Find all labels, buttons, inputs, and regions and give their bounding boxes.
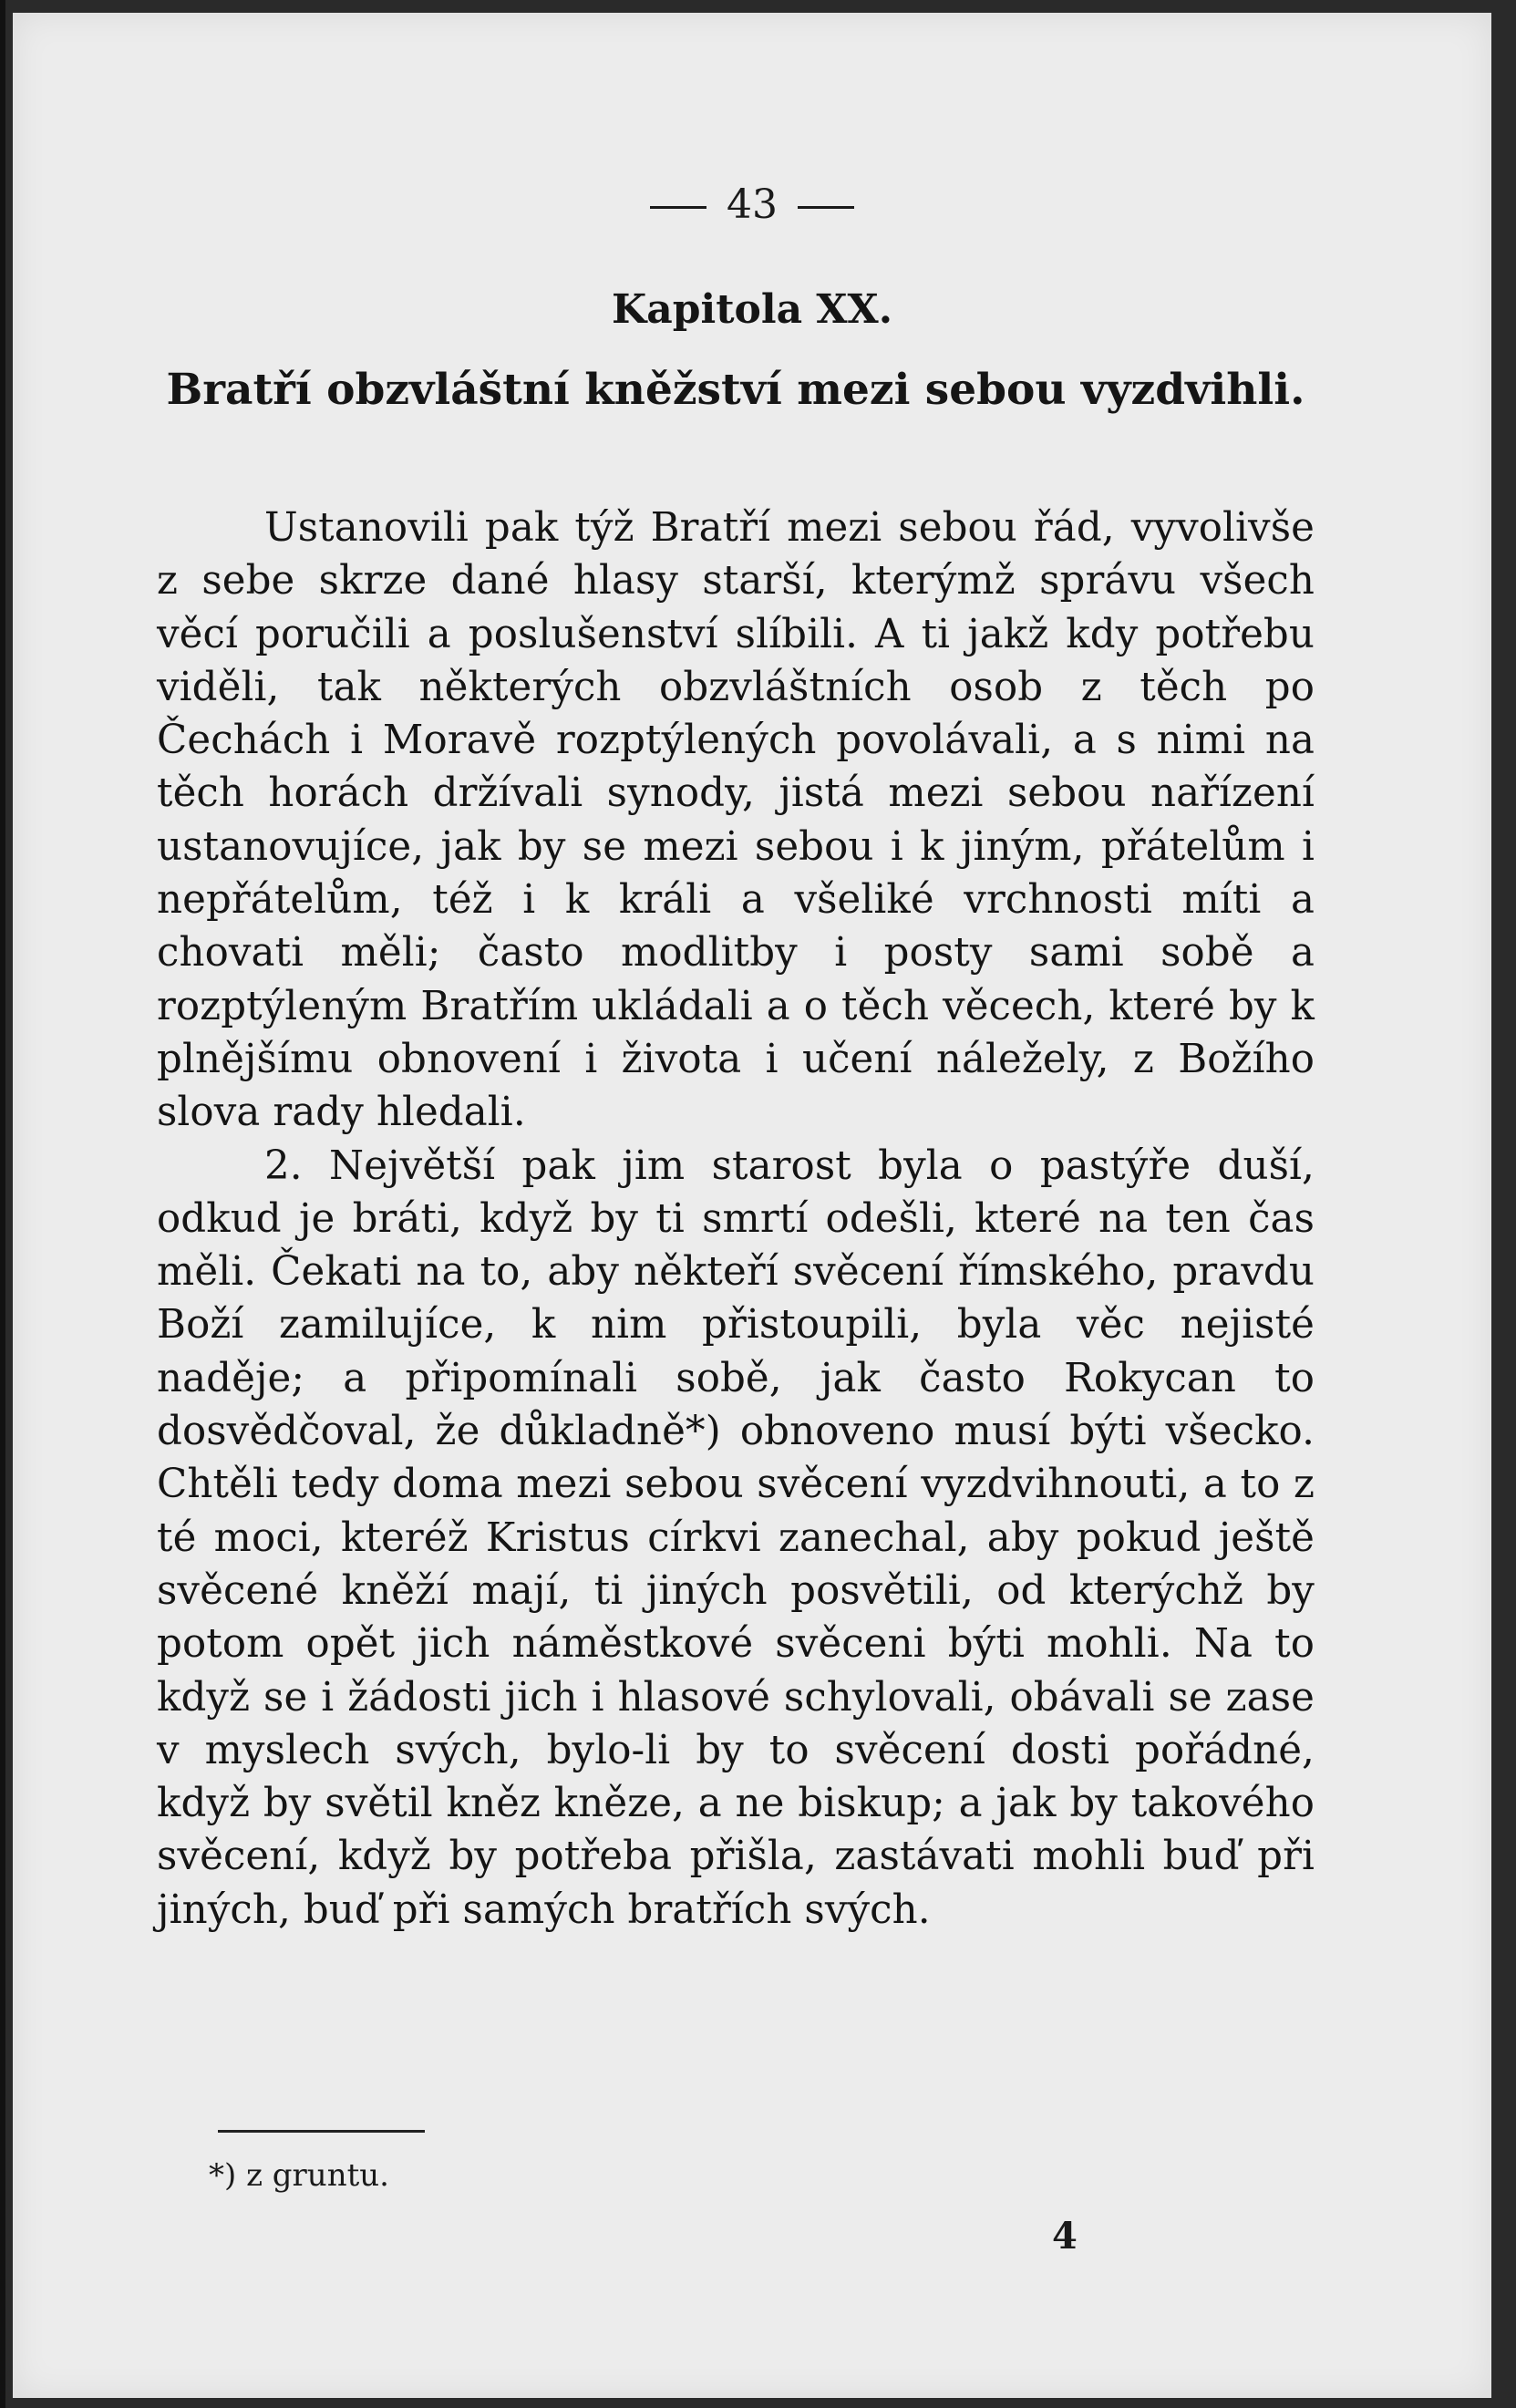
- chapter-title: Bratří obzvláštní kněžství mezi sebou vyzdvihli.: [166, 365, 1305, 415]
- page-number-header: [13, 181, 1491, 228]
- book-page: [13, 13, 1491, 2398]
- scan-edge: [0, 0, 5, 2408]
- dash-right: [798, 206, 854, 209]
- paragraph-1: Ustanovili pak týž Bratří mezi sebou řád, vyvolivše z sebe skrze dané hlasy starší, kterýmž správu všech věcí poručili a poslušenství slíbili. A ti jakž kdy potřebu viděli, tak některých obzvláštních osob z těch po Čechách i Moravě rozptýlených povolávali, a s nimi na těch horách držívali synody, jistá mezi sebou nařízení ustanovujíce, jak by se mezi sebou i k jiným, přátelům i nepřátelům, též i k králi a všeliké vrchnosti míti a chovati měli; často modlitby i posty sami sobě a rozptýleným Bratřím ukládali a o těch věcech, které by k plnějšímu obnovení i života i učení náležely, z Božího slova rady hledali.: [157, 505, 1315, 1136]
- footnote-rule: [218, 2130, 425, 2133]
- signature-mark: 4: [1052, 2215, 1078, 2258]
- chapter-heading: Kapitola XX.: [611, 286, 893, 333]
- page-number: 43: [727, 181, 778, 228]
- body-text: [157, 501, 1315, 1937]
- dash-left: [650, 206, 706, 209]
- paragraph-2: 2. Největší pak jim starost byla o pastýře duší, odkud je bráti, když by ti smrtí odešli, které na ten čas měli. Čekati na to, aby někteří svěcení římského, pravdu Boží zamilujíce, k nim přistoupili, byla věc nejisté naděje; a připomínali sobě, jak často Rokycan to dosvědčoval, že důkladně*) obnoveno musí býti všecko. Chtěli tedy doma mezi sebou svěcení vyzdvihnouti, a to z té moci, kteréž Kristus církvi zanechal, aby pokud ještě svěcené kněží mají, ti jiných posvětili, od kterýchž by potom opět jich náměstkové svěceni býti mohli. Na to když se i žádosti jich i hlasové schylovali, obávali se zase v myslech svých, bylo-li by to svěcení dosti pořádné, když by světil kněz kněze, a ne biskup; a jak by takového svěcení, když by potřeba přišla, zastávati mohli buď při jiných, buď při samých bratřích svých.: [157, 1142, 1315, 1933]
- footnote: *) z gruntu.: [209, 2157, 389, 2194]
